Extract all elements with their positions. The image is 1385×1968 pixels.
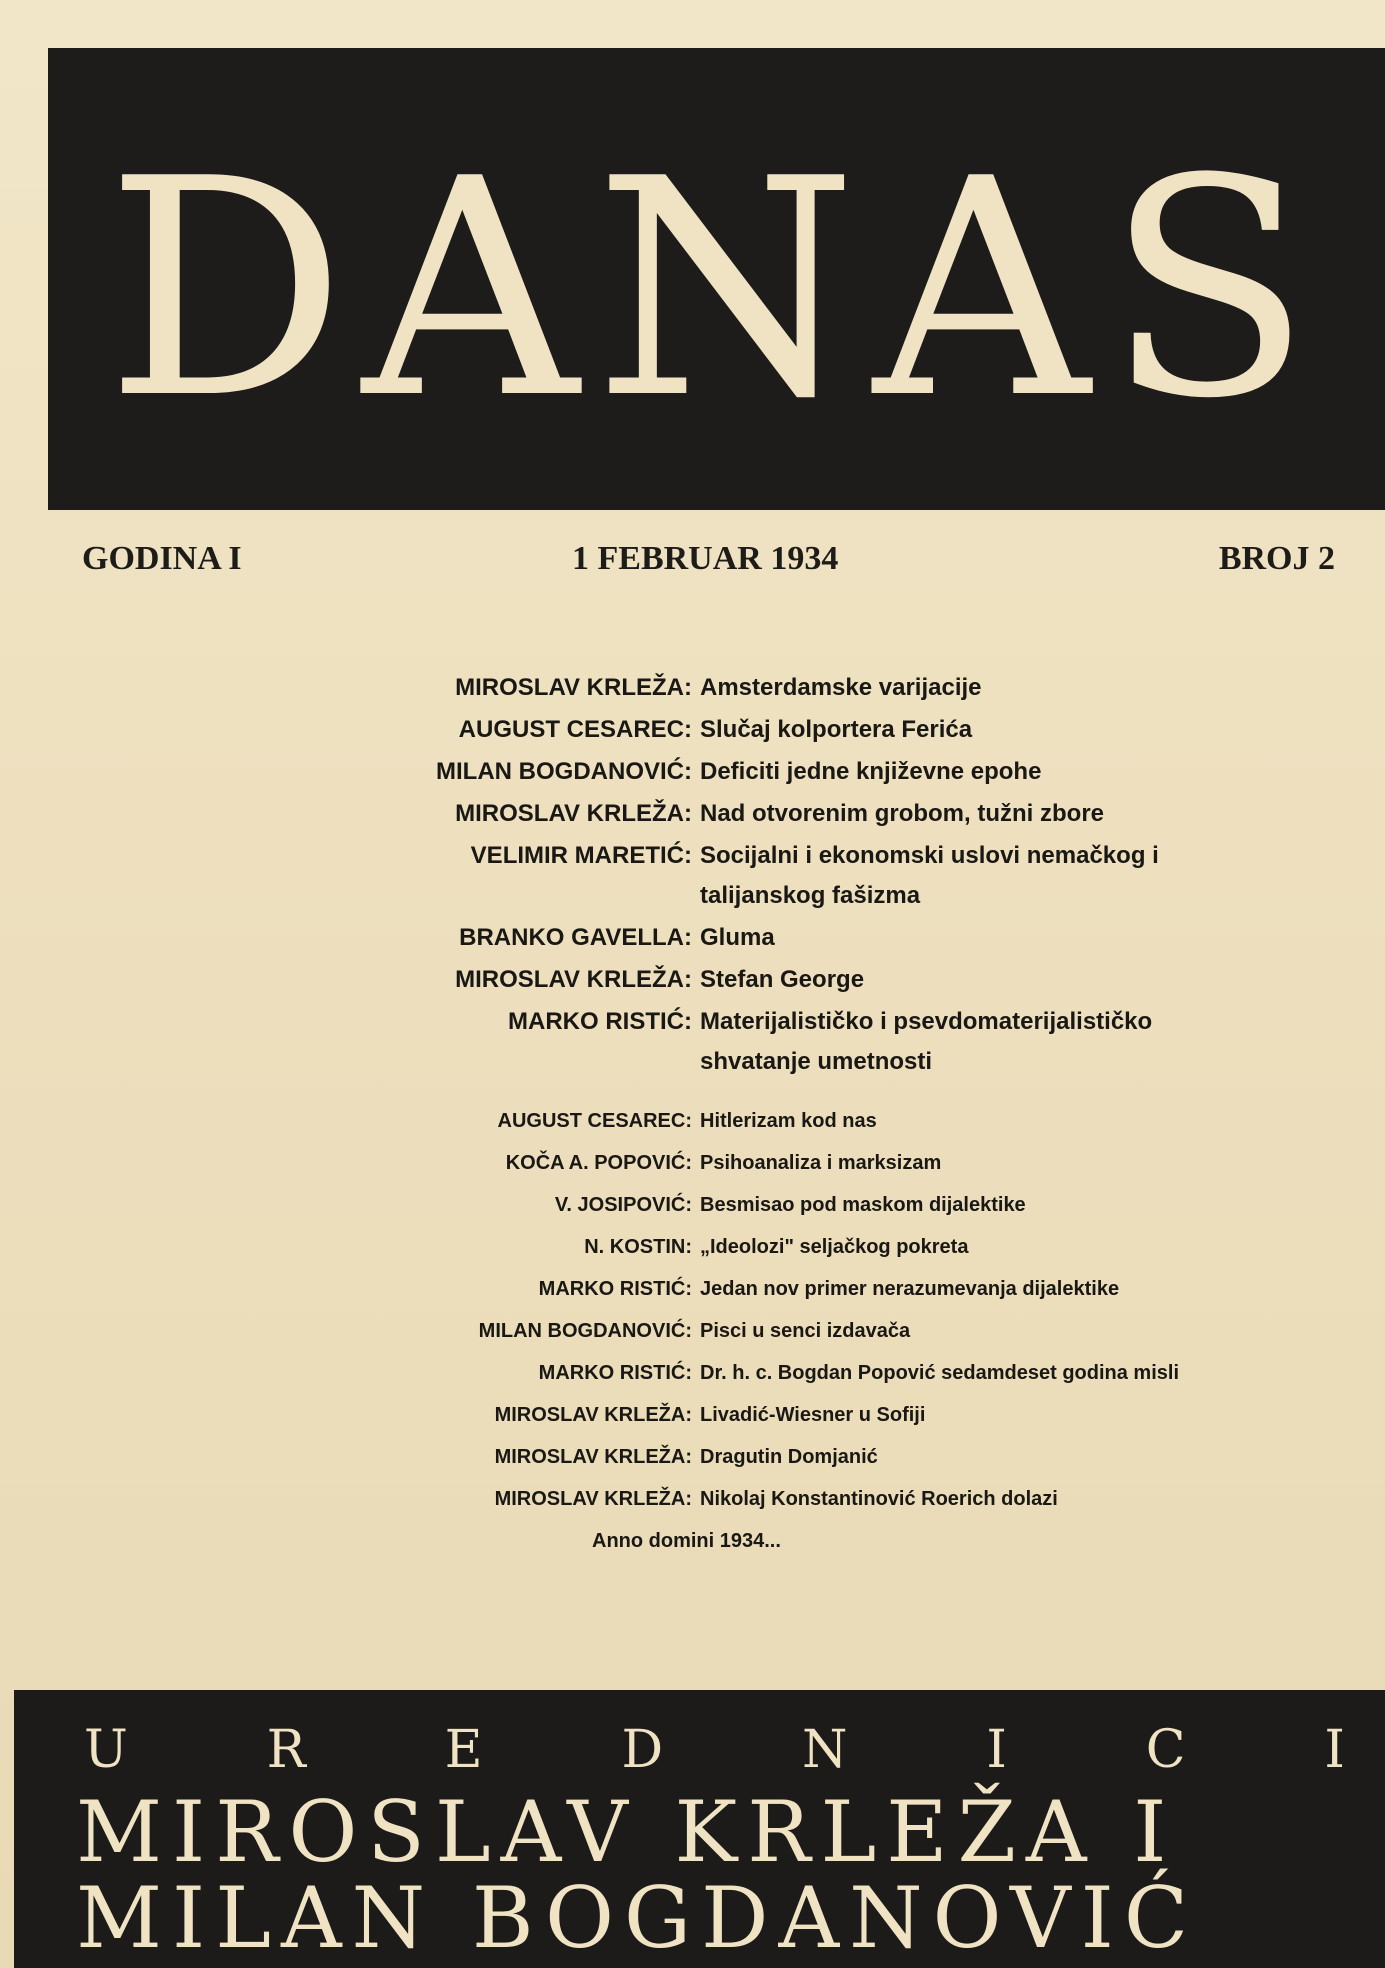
toc-author: MARKO RISTIĆ:	[508, 1008, 692, 1035]
toc-entry	[0, 1008, 1385, 1050]
toc-entry	[0, 1236, 1385, 1278]
issue-date: 1 FEBRUAR 1934	[572, 540, 839, 577]
editors-label	[84, 1720, 1345, 1780]
toc-author: V. JOSIPOVIĆ:	[554, 1194, 692, 1216]
editor-name: MIROSLAV KRLEŽA I	[76, 1783, 1177, 1881]
toc-title: Pisci u senci izdavača	[700, 1320, 911, 1342]
editors-label-letter: N	[802, 1720, 848, 1780]
toc-entry	[0, 924, 1385, 966]
toc-author: AUGUST CESAREC:	[458, 716, 692, 743]
toc-author: N. KOSTIN:	[584, 1236, 692, 1258]
toc-title: Jedan nov primer nerazumevanja dijalektike	[700, 1278, 1120, 1300]
toc-title: Nikolaj Konstantinović Roerich dolazi	[700, 1488, 1058, 1510]
toc-entry	[0, 842, 1385, 884]
toc-author: MARKO RISTIĆ:	[538, 1278, 692, 1300]
toc-title: Materijalističko i psevdomaterijalističko	[700, 1008, 1153, 1035]
toc-title: Psihoanaliza i marksizam	[700, 1152, 942, 1174]
toc-title: Nad otvorenim grobom, tužni zbore	[700, 800, 1105, 827]
toc-author: MIROSLAV KRLEŽA:	[455, 800, 692, 827]
toc-entry	[0, 1404, 1385, 1446]
toc-title-continuation: talijanskog fašizma	[700, 882, 921, 909]
toc-title: Dragutin Domjanić	[700, 1446, 878, 1468]
toc-title: Dr. h. c. Bogdan Popović sedamdeset godina misli	[700, 1362, 1179, 1384]
toc-entry	[0, 716, 1385, 758]
toc-author: KOČA A. POPOVIĆ:	[505, 1152, 692, 1174]
toc-entry	[0, 1152, 1385, 1194]
editors-band	[14, 1690, 1385, 1968]
toc-entry	[0, 1320, 1385, 1362]
editors-label-letter: E	[444, 1720, 483, 1780]
toc-author: MARKO RISTIĆ:	[538, 1362, 692, 1384]
toc-title: Stefan George	[700, 966, 865, 993]
toc-author: MILAN BOGDANOVIĆ:	[436, 758, 692, 785]
toc-title: Anno domini 1934...	[592, 1530, 781, 1552]
toc-entry	[0, 758, 1385, 800]
toc-entry	[0, 674, 1385, 716]
toc-author: MIROSLAV KRLEŽA:	[455, 966, 692, 993]
editors-label-letter: R	[266, 1720, 306, 1780]
editors-label-letter: U	[84, 1720, 128, 1780]
toc-entry	[0, 800, 1385, 842]
toc-entry-continuation	[0, 882, 1385, 924]
toc-author: VELIMIR MARETIĆ:	[470, 842, 692, 869]
toc-title: Amsterdamske varijacije	[700, 674, 982, 701]
toc-author: AUGUST CESAREC:	[497, 1110, 692, 1132]
toc-entry	[0, 1488, 1385, 1530]
editors-label-letter: I	[986, 1720, 1007, 1780]
toc-author: MIROSLAV KRLEŽA:	[494, 1404, 692, 1426]
toc-title: Livadić-Wiesner u Sofiji	[700, 1404, 926, 1426]
toc-title: Gluma	[700, 924, 775, 951]
issue-line	[82, 540, 1335, 590]
toc-title: „Ideolozi" seljačkog pokreta	[700, 1236, 969, 1258]
masthead-band	[48, 48, 1385, 510]
toc-title: Slučaj kolportera Ferića	[700, 716, 973, 743]
toc-entry	[0, 966, 1385, 1008]
toc-title: Hitlerizam kod nas	[700, 1110, 877, 1132]
toc-entry	[0, 1530, 1385, 1572]
magazine-title: DANAS	[105, 115, 1328, 464]
editors-label-letter: D	[621, 1720, 664, 1780]
toc-title: Deficiti jedne književne epohe	[700, 758, 1042, 785]
volume-year: GODINA I	[82, 540, 242, 577]
toc-entry-continuation	[0, 1048, 1385, 1090]
toc-title-continuation: shvatanje umetnosti	[700, 1048, 933, 1075]
toc-author: MIROSLAV KRLEŽA:	[494, 1488, 692, 1510]
toc-entry	[0, 1110, 1385, 1152]
toc-title: Socijalni i ekonomski uslovi nemačkog i	[700, 842, 1159, 869]
toc-entry	[0, 1278, 1385, 1320]
issue-number: BROJ 2	[1218, 540, 1335, 577]
toc-entry	[0, 1194, 1385, 1236]
toc-title: Besmisao pod maskom dijalektike	[700, 1194, 1026, 1216]
toc-entry	[0, 1362, 1385, 1404]
toc-entry	[0, 1446, 1385, 1488]
toc-author: MIROSLAV KRLEŽA:	[455, 674, 692, 701]
editor-name: MILAN BOGDANOVIĆ	[76, 1869, 1199, 1967]
toc-author: BRANKO GAVELLA:	[459, 924, 692, 951]
toc-author: MILAN BOGDANOVIĆ:	[478, 1320, 692, 1342]
editors-label-letter: I	[1324, 1720, 1345, 1780]
editors-label-letter: C	[1145, 1720, 1186, 1780]
toc-author: MIROSLAV KRLEŽA:	[494, 1446, 692, 1468]
